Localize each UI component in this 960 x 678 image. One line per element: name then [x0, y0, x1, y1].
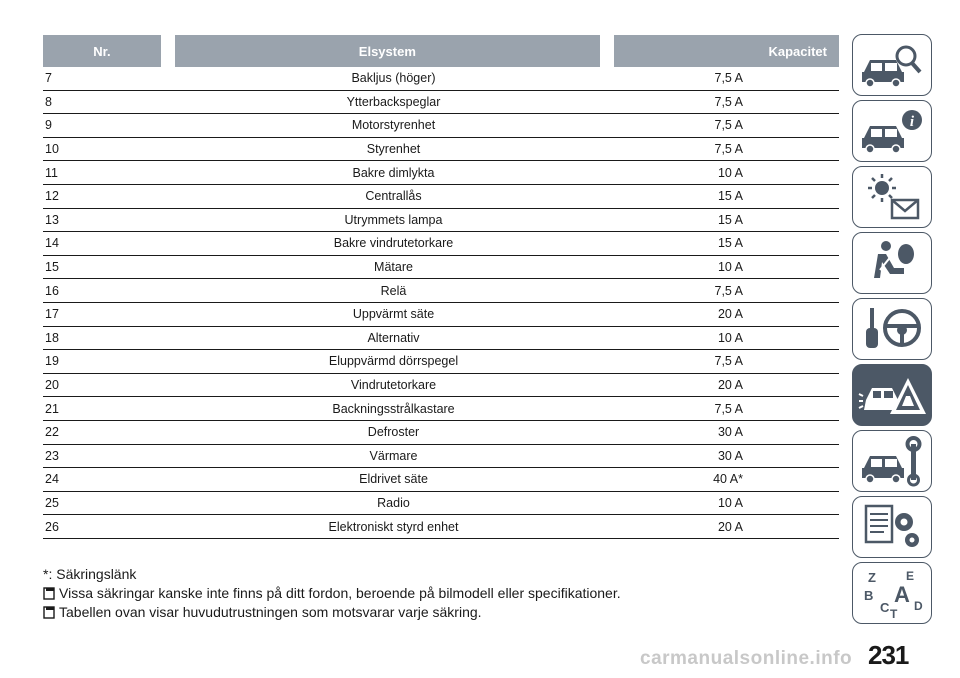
table-row [43, 138, 839, 162]
cell-system: Värmare [369, 448, 418, 463]
note-item [43, 603, 823, 622]
table-row [43, 232, 839, 256]
cell-system: Backningsstrålkastare [332, 401, 455, 416]
index-letter: T [890, 607, 898, 620]
cell-system: Motorstyrenhet [351, 118, 436, 133]
fuse-table [43, 35, 839, 539]
car-crash-warning-icon [856, 368, 928, 422]
cell-nr: 10 [45, 142, 59, 157]
table-header [43, 35, 839, 67]
cell-capacity: 15 A [717, 189, 743, 204]
cell-system: Radio [377, 495, 410, 510]
index-letter: B [864, 588, 874, 603]
cell-nr: 24 [45, 472, 59, 487]
cell-nr: 23 [45, 448, 59, 463]
cell-nr: 22 [45, 425, 59, 440]
table-row [43, 421, 839, 445]
cell-nr: 18 [45, 330, 59, 345]
cell-system: Centrallås [365, 189, 422, 204]
airbag-seat-icon [856, 236, 928, 290]
cell-system: Bakre dimlykta [352, 165, 435, 180]
index-letter: D [914, 599, 923, 613]
cell-nr: 14 [45, 236, 59, 251]
header-system: Elsystem [175, 35, 600, 67]
cell-capacity: 15 A [717, 212, 743, 227]
tab-safety[interactable] [852, 232, 932, 294]
tab-technical-data[interactable] [852, 496, 932, 558]
page-number: 231 [868, 640, 909, 670]
cell-capacity: 20 A [717, 519, 743, 534]
cell-capacity: 7,5 A [714, 94, 743, 109]
tab-car-info[interactable] [852, 100, 932, 162]
car-search-icon [856, 38, 928, 92]
cell-capacity: 20 A [717, 378, 743, 393]
cell-capacity: 7,5 A [714, 283, 743, 298]
cell-nr: 11 [45, 165, 58, 180]
cell-capacity: 10 A [717, 330, 743, 345]
header-gap [600, 35, 614, 67]
cell-system: Bakre vindrutetorkare [333, 236, 454, 251]
cell-system: Ytterbackspeglar [346, 94, 441, 109]
table-row [43, 397, 839, 421]
key-steering-wheel-icon [856, 302, 928, 356]
table-row [43, 279, 839, 303]
index-letter: E [906, 569, 915, 583]
table-row [43, 327, 839, 351]
car-wrench-icon [856, 434, 928, 488]
table-row [43, 161, 839, 185]
tab-warning-lights[interactable] [852, 166, 932, 228]
cell-system: Eluppvärmd dörrspegel [328, 354, 459, 369]
cell-capacity: 40 A* [713, 472, 743, 487]
cell-system: Vindrutetorkare [350, 378, 437, 393]
chapter-tabs [852, 34, 934, 628]
cell-system: Eldrivet säte [359, 472, 428, 487]
svg-text:i: i [909, 114, 915, 130]
cell-nr: 19 [45, 354, 59, 369]
cell-capacity: 10 A [717, 165, 743, 180]
tab-starting-driving[interactable] [852, 298, 932, 360]
index-letter: A [894, 582, 910, 607]
index-letter: Z [868, 570, 876, 585]
cell-nr: 20 [45, 378, 59, 393]
cell-capacity: 10 A [717, 495, 743, 510]
cell-system: Styrenhet [366, 142, 421, 157]
table-row [43, 303, 839, 327]
alphabet-index-icon [856, 566, 928, 620]
index-letter: C [880, 600, 890, 615]
cell-system: Defroster [367, 425, 420, 440]
cell-nr: 13 [45, 212, 59, 227]
table-row [43, 185, 839, 209]
cell-nr: 17 [45, 307, 59, 322]
table-row [43, 209, 839, 233]
table-row [43, 515, 839, 539]
cell-nr: 7 [45, 71, 52, 86]
tab-emergency[interactable] [852, 364, 932, 426]
footnote: *: Säkringslänk [43, 566, 137, 582]
tab-maintenance[interactable] [852, 430, 932, 492]
note-item [43, 584, 823, 603]
cell-nr: 21 [45, 401, 59, 416]
table-row [43, 445, 839, 469]
book-icon [43, 606, 56, 619]
cell-nr: 25 [45, 495, 59, 510]
cell-capacity: 7,5 A [714, 142, 743, 157]
tab-car-search[interactable] [852, 34, 932, 96]
note-text: Vissa säkringar kanske inte finns på ditt fordon, beroende på bilmodell eller specifikationer. [59, 585, 621, 601]
table-row [43, 114, 839, 138]
watermark: carmanualsonline.info [640, 648, 853, 669]
cell-capacity: 7,5 A [714, 71, 743, 86]
cell-system: Relä [380, 283, 407, 298]
table-row [43, 374, 839, 398]
cell-capacity: 20 A [717, 307, 743, 322]
table-row [43, 91, 839, 115]
spec-sheet-gears-icon [856, 500, 928, 554]
cell-nr: 9 [45, 118, 52, 133]
cell-capacity: 7,5 A [714, 118, 743, 133]
tab-index[interactable] [852, 562, 932, 624]
cell-capacity: 30 A [717, 448, 743, 463]
table-body [43, 67, 839, 539]
warning-lights-mail-icon [856, 170, 928, 224]
table-row [43, 67, 839, 91]
cell-system: Bakljus (höger) [351, 71, 436, 86]
header-capacity: Kapacitet [614, 35, 839, 67]
notes [43, 565, 823, 622]
table-row [43, 492, 839, 516]
table-row [43, 256, 839, 280]
cell-capacity: 30 A [717, 425, 743, 440]
cell-capacity: 7,5 A [714, 354, 743, 369]
cell-nr: 8 [45, 94, 52, 109]
cell-system: Utrymmets lampa [344, 212, 443, 227]
header-nr: Nr. [43, 35, 161, 67]
cell-nr: 16 [45, 283, 59, 298]
cell-nr: 15 [45, 260, 59, 275]
cell-capacity: 15 A [717, 236, 743, 251]
cell-system: Alternativ [367, 330, 420, 345]
cell-system: Uppvärmt säte [352, 307, 435, 322]
car-info-icon [856, 104, 928, 158]
cell-capacity: 10 A [717, 260, 743, 275]
cell-nr: 12 [45, 189, 59, 204]
book-icon [43, 587, 56, 600]
table-row [43, 350, 839, 374]
note-text: Tabellen ovan visar huvudutrustningen som motsvarar varje säkring. [59, 604, 482, 620]
table-row [43, 468, 839, 492]
cell-capacity: 7,5 A [714, 401, 743, 416]
cell-system: Elektroniskt styrd enhet [328, 519, 459, 534]
cell-nr: 26 [45, 519, 59, 534]
header-gap [161, 35, 175, 67]
cell-system: Mätare [374, 260, 413, 275]
